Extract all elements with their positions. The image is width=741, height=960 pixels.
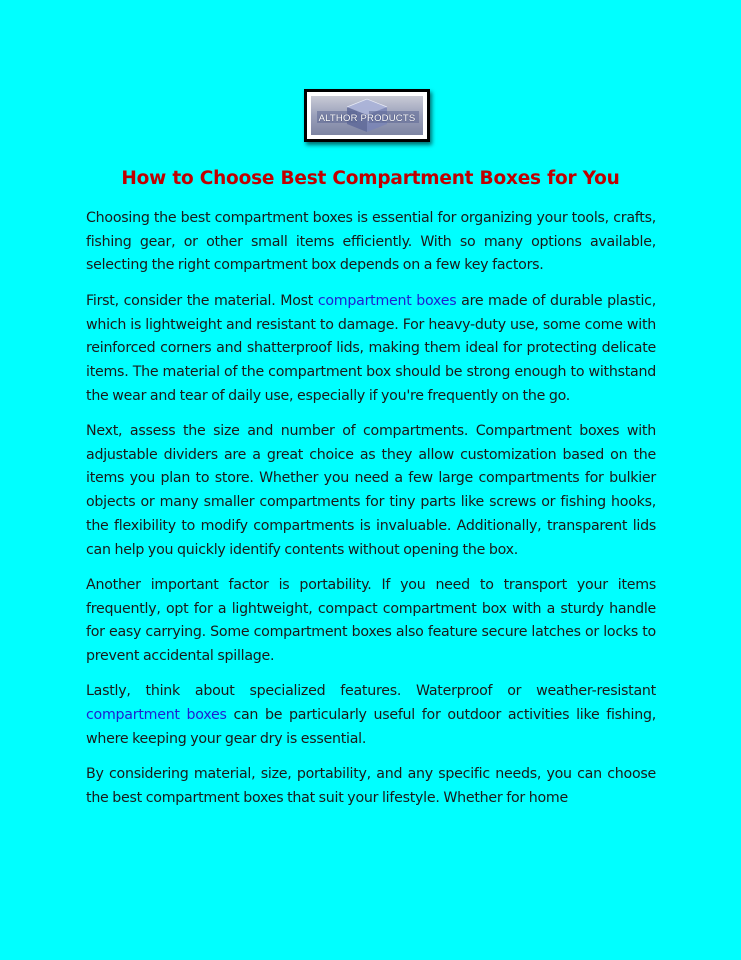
- paragraph-size: Next, assess the size and number of compartments. Compartment boxes with adjustable dividers are a great choice as they allow customization based on the items you plan to store. Whether you need a few large compartments for bulkier objects or many smaller compartments for tiny parts like screws or fishing hooks, the flexibility to modify compartments is invaluable. Additionally, transparent lids can help you quickly identify contents without opening the box.: [86, 423, 656, 558]
- company-logo: [304, 89, 430, 142]
- page-title: How to Choose Best Compartment Boxes for You: [121, 168, 620, 189]
- paragraph-text: Lastly, think about specialized features. Waterproof or weather-resistant: [86, 683, 656, 700]
- paragraph-conclusion: By considering material, size, portability, and any specific needs, you can choose the best compartment boxes that suit your lifestyle. Whether for home: [86, 766, 656, 806]
- paragraph-text: First, consider the material. Most: [86, 292, 318, 309]
- paragraph-features: [86, 680, 656, 751]
- logo-text: ALTHOR PRODUCTS: [318, 113, 416, 124]
- compartment-boxes-link[interactable]: compartment boxes: [317, 292, 457, 309]
- compartment-boxes-link[interactable]: compartment boxes: [86, 707, 227, 724]
- logo-graphic: [311, 96, 423, 135]
- paragraph-text: are made of durable plastic, which is lightweight and resistant to damage. For heavy-duty use, some come with reinforced corners and shatterproof lids, making them ideal for protecting delicate items. The material of the compartment box should be strong enough to withstand the wear and tear of daily use, especially if you're frequently on the go.: [86, 292, 656, 404]
- paragraph-text: can be particularly useful for outdoor activities like fishing, where keeping your gear dry is essential.: [86, 707, 656, 747]
- paragraph-material: [86, 290, 656, 409]
- paragraph-intro: Choosing the best compartment boxes is essential for organizing your tools, crafts, fishing gear, or other small items efficiently. With so many options available, selecting the right compartment box depends on a few key factors.: [86, 210, 656, 274]
- paragraph-portability: Another important factor is portability. If you need to transport your items frequently, opt for a lightweight, compact compartment box with a sturdy handle for easy carrying. Some compartment boxes also feature secure latches or locks to prevent accidental spillage.: [86, 576, 656, 665]
- article-body: [86, 207, 656, 822]
